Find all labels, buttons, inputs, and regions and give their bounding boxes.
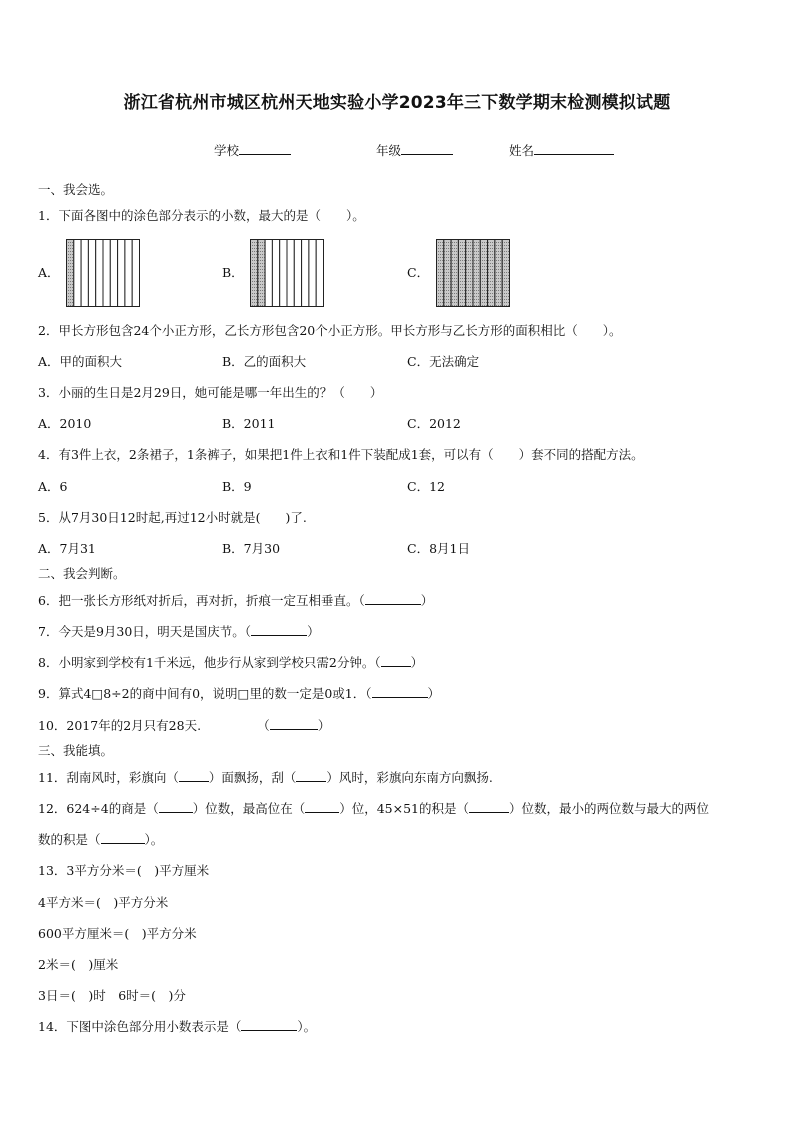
judge-text: 7．今天是9月30日，明天是国庆节。（ <box>38 624 252 639</box>
q4-option-b[interactable]: B．9 <box>222 479 252 494</box>
empty-strip <box>74 240 81 307</box>
shaded-strip <box>488 240 495 307</box>
judge-text: 6．把一张长方形纸对折后，再对折，折痕一定互相垂直。（ <box>38 593 365 608</box>
question-2: 2．甲长方形包含24个小正方形，乙长方形包含20个小正方形。甲长方形与乙长方形的面积相比（ ）。 <box>38 323 622 338</box>
answer-blank[interactable] <box>101 832 145 844</box>
answer-blank[interactable] <box>381 655 411 667</box>
question-4: 4．有3件上衣，2条裙子，1条裤子，如果把1件上衣和1件下装配成1套，可以有（ ）套不同的搭配方法。 <box>38 447 644 462</box>
shaded-strip <box>466 240 473 307</box>
empty-strip <box>118 240 125 307</box>
empty-strip <box>280 240 287 307</box>
answer-blank[interactable] <box>365 593 421 605</box>
shaded-strip <box>502 240 509 307</box>
q3-option-b[interactable]: B．2011 <box>222 416 276 431</box>
empty-strip <box>110 240 117 307</box>
q2-option-b[interactable]: B．乙的面积大 <box>222 354 307 369</box>
grade-blank[interactable] <box>401 142 453 155</box>
answer-blank[interactable] <box>296 770 326 782</box>
q3-option-c[interactable]: C．2012 <box>407 416 461 431</box>
section-heading: 三、我能填。 <box>38 743 114 758</box>
empty-strip <box>103 240 110 307</box>
answer-blank[interactable] <box>469 801 509 813</box>
q12-text-d: ）位数，最小的两位数与最大的两位 <box>509 801 710 816</box>
q12-text-e: 数的积是（ <box>38 832 101 847</box>
q2-option-a[interactable]: A．甲的面积大 <box>38 354 123 369</box>
q11-text-a: 11．刮南风时，彩旗向（ <box>38 770 179 785</box>
question-11 <box>38 770 493 786</box>
shaded-strip <box>451 240 458 307</box>
grade-field <box>376 141 453 159</box>
empty-strip <box>132 240 139 307</box>
question-12 <box>38 801 709 817</box>
q14-text-b: ）。 <box>297 1019 317 1034</box>
shaded-strip <box>67 240 74 307</box>
empty-strip <box>88 240 95 307</box>
name-label: 姓名 <box>509 143 535 158</box>
answer-blank[interactable] <box>241 1019 297 1031</box>
section-heading: 二、我会判断。 <box>38 566 126 581</box>
question-14 <box>38 1019 316 1035</box>
judge-item-8 <box>38 655 423 671</box>
judge-end: ） <box>307 624 320 639</box>
q13-line-2: 4平方米＝( )平方分米 <box>38 895 169 910</box>
judge-item-6 <box>38 593 433 609</box>
question-1: 1．下面各图中的涂色部分表示的小数，最大的是（ ）。 <box>38 208 365 223</box>
answer-blank[interactable] <box>270 718 318 730</box>
q5-option-b[interactable]: B．7月30 <box>222 541 281 556</box>
judge-end: ） <box>427 686 441 701</box>
judge-text: 9．算式4□8÷2的商中间有0，说明□里的数一定是0或1．（ <box>38 686 372 701</box>
school-label: 学校 <box>214 143 240 158</box>
q12-text-c: ）位，45×51的积是（ <box>339 801 470 816</box>
empty-strip <box>265 240 272 307</box>
q1-figure-c <box>436 239 510 307</box>
empty-strip <box>287 240 294 307</box>
shaded-strip <box>480 240 487 307</box>
empty-strip <box>125 240 132 307</box>
school-field <box>214 141 291 159</box>
judge-text: 10．2017年的2月只有28天. （ <box>38 718 270 733</box>
answer-blank[interactable] <box>251 624 307 636</box>
answer-blank[interactable] <box>372 686 428 698</box>
name-field <box>509 141 614 159</box>
q2-option-c[interactable]: C．无法确定 <box>407 354 480 369</box>
page-title: 浙江省杭州市城区杭州天地实验小学2023年三下数学期末检测模拟试题 <box>123 93 671 113</box>
q14-text-a: 14．下图中涂色部分用小数表示是（ <box>38 1019 242 1034</box>
question-5: 5．从7月30日12时起,再过12小时就是( )了. <box>38 510 307 525</box>
judge-item-9 <box>38 686 440 702</box>
q12-text-f: ）。 <box>144 832 164 847</box>
q1-option-b[interactable]: B． <box>222 265 244 280</box>
judge-item-7 <box>38 624 320 640</box>
school-blank[interactable] <box>239 142 291 155</box>
judge-end: ） <box>410 655 424 670</box>
q13-line-1: 13．3平方分米＝( )平方厘米 <box>38 863 210 878</box>
q1-option-c[interactable]: C． <box>407 265 430 280</box>
q13-line-3: 600平方厘米＝( )平方分米 <box>38 926 197 941</box>
shaded-strip <box>473 240 480 307</box>
q12-text-a: 12．624÷4的商是（ <box>38 801 159 816</box>
judge-item-10 <box>38 718 330 734</box>
empty-strip <box>302 240 309 307</box>
question-3: 3．小丽的生日是2月29日，她可能是哪一年出生的？（ ） <box>38 385 383 400</box>
section-heading: 一、我会选。 <box>38 182 114 197</box>
q1-figure-b <box>250 239 324 307</box>
name-blank[interactable] <box>534 142 614 155</box>
q4-option-c[interactable]: C．12 <box>407 479 445 494</box>
q11-text-c: ）风时，彩旗向东南方向飘扬. <box>326 770 493 785</box>
empty-strip <box>294 240 301 307</box>
q13-line-4: 2米＝( )厘米 <box>38 957 119 972</box>
q5-option-c[interactable]: C．8月1日 <box>407 541 470 556</box>
empty-strip <box>96 240 103 307</box>
q12-text-b: ）位数，最高位在（ <box>192 801 306 816</box>
answer-blank[interactable] <box>305 801 339 813</box>
shaded-strip <box>444 240 451 307</box>
judge-text: 8．小明家到学校有1千米远，他步行从家到学校只需2分钟。（ <box>38 655 381 670</box>
shaded-strip <box>437 240 444 307</box>
shaded-strip <box>458 240 465 307</box>
shaded-strip <box>258 240 265 307</box>
q3-option-a[interactable]: A．2010 <box>38 416 92 431</box>
q1-option-a[interactable]: A． <box>38 265 60 280</box>
judge-end: ） <box>420 593 434 608</box>
empty-strip <box>316 240 323 307</box>
q13-line-5: 3日＝( )时 6时＝( )分 <box>38 988 186 1003</box>
answer-blank[interactable] <box>179 770 209 782</box>
question-12-continued <box>38 832 163 848</box>
grade-label: 年级 <box>376 143 402 158</box>
q11-text-b: ）面飘扬，刮（ <box>208 770 297 785</box>
shaded-strip <box>495 240 502 307</box>
shaded-strip <box>251 240 258 307</box>
empty-strip <box>272 240 279 307</box>
judge-end: ） <box>317 718 331 733</box>
empty-strip <box>81 240 88 307</box>
empty-strip <box>309 240 316 307</box>
q1-figure-a <box>66 239 140 307</box>
q4-option-a[interactable]: A．6 <box>38 479 68 494</box>
q5-option-a[interactable]: A．7月31 <box>38 541 96 556</box>
answer-blank[interactable] <box>159 801 193 813</box>
